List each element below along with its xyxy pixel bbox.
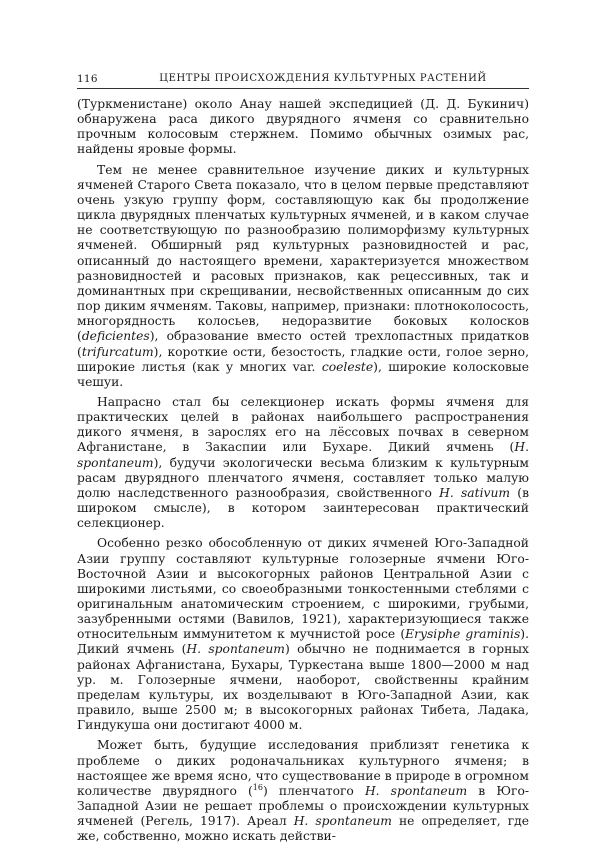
text-segment: Может быть, будущие исследования приблизят генетика к проблеме о диких родоначальниках культурного ячменя; в настоящее же время ясно, что существование в природе в огромном количестве двурядного ( [77,738,529,798]
taxon-term: deficientes [81,329,150,344]
page-number: 116 [77,73,98,85]
taxon-term: trifurcatum [81,344,154,359]
paragraph-2 [77,163,529,390]
text-segment: Тем не менее сравнительное изучение диких и культурных ячменей Старого Света показало, что в целом первые представляют очень узкую группу форм, составляющую как бы продолжение цикла двурядных пленчатых культурных ячменей, и в каком случае не соответствующую по разнообразию полиморфизму культурных ячменей. Обширный ряд культурных разновидностей и рас, описанный до настоящего времени, характеризуется множеством разновидностей и расовых признаков, как рецессивных, так и доминантных при скрещивании, несвойственных описанным до сих пор диким ячменям. Таковы, например, признаки: плотноколосость, многорядность колосьев, недоразвитие боковых колосков ( [77,162,529,344]
text-segment: Напрасно стал бы селекционер искать формы ячменя для практических целей в районах наибольшего распространения дикого ячменя, в зарослях его на лёссовых почвах в северном Афганистане, в Закаспии или Бухаре. Дикий ячмень ( [77,394,529,455]
running-title: ЦЕНТРЫ ПРОИСХОЖДЕНИЯ КУЛЬТУРНЫХ РАСТЕНИЙ [159,73,487,84]
species-name: Erysiphe graminis [405,627,521,642]
species-name: H. sativum [439,485,511,500]
text-segment: ), короткие ости, безостость, гладкие ости, голое зерно, широкие листья (как у многих var. [77,344,529,374]
text-segment: Особенно резко обособленную от диких ячменей Юго-Западной Азии группу составляют культурные голозерные ячмени Юго-Восточной Азии и высокогорных районов Центральной Азии с широкими листьями, со своеобразными тонкостенными стеблями с оригинальным анатомическим строением, с широкими, грубыми, зазубренными остями (Вавилов, 1921), характеризующиеся также относительным иммунитетом к мучнистой росе ( [77,536,529,642]
running-head [77,70,529,89]
text-segment: (в широком смысле), в котором заинтересован практический селекционер. [77,485,529,531]
text-segment: (Туркменистане) около Анау нашей экспедицией (Д. Д. Букинич) обнаружена раса дикого двурядного ячменя со сравнительно прочным колосовым стержнем. Помимо обычных озимых рас, найдены яровые формы. [77,97,529,157]
species-name: H. spontaneum [293,814,392,829]
text-segment: ) пленчатого [262,783,365,798]
species-name: H. spontaneum [77,440,529,470]
taxon-term: coeleste [321,359,374,374]
footnote-reference: 16 [252,782,263,792]
text-segment: ) обычно не поднимается в горных районах Афганистана, Бухары, Туркестана выше 1800—2000 м над ур. м. Голозерные ячмени, наоборот, свойственны крайним пределам культуры, их возделывают в Юго-Западной Азии, как правило, выше 2500 м; в высокогорных районах Тибета, Ладака, Гиндукуша они достигают 4000 м. [77,642,529,733]
species-name: H. spontaneum [364,783,468,798]
text-segment: ), будучи экологически весьма близким к культурным расам двурядного пленчатого ячменя, составляет только малую долю наследственного разнообразия, свойственного [77,455,529,500]
paragraph-5 [77,738,529,844]
body-text [77,97,529,845]
text-segment: ), образование вместо остей трехлопастных придатков ( [77,329,529,359]
text-segment: в Юго-Западной Азии не решает проблемы о происхождении культурных ячменей (Регель, 1917). Ареал [77,783,530,829]
paragraph-4 [77,536,529,733]
paragraph-3 [77,395,529,531]
text-segment: ), широкие колосковые чешуи. [77,359,530,389]
paragraph-1 [77,97,529,158]
text-segment: ). Дикий ячмень ( [77,627,529,657]
book-page [77,70,529,850]
species-name: H. spontaneum [186,642,285,657]
text-segment: не определяет, где же, собственно, можно искать действи- [77,814,529,844]
